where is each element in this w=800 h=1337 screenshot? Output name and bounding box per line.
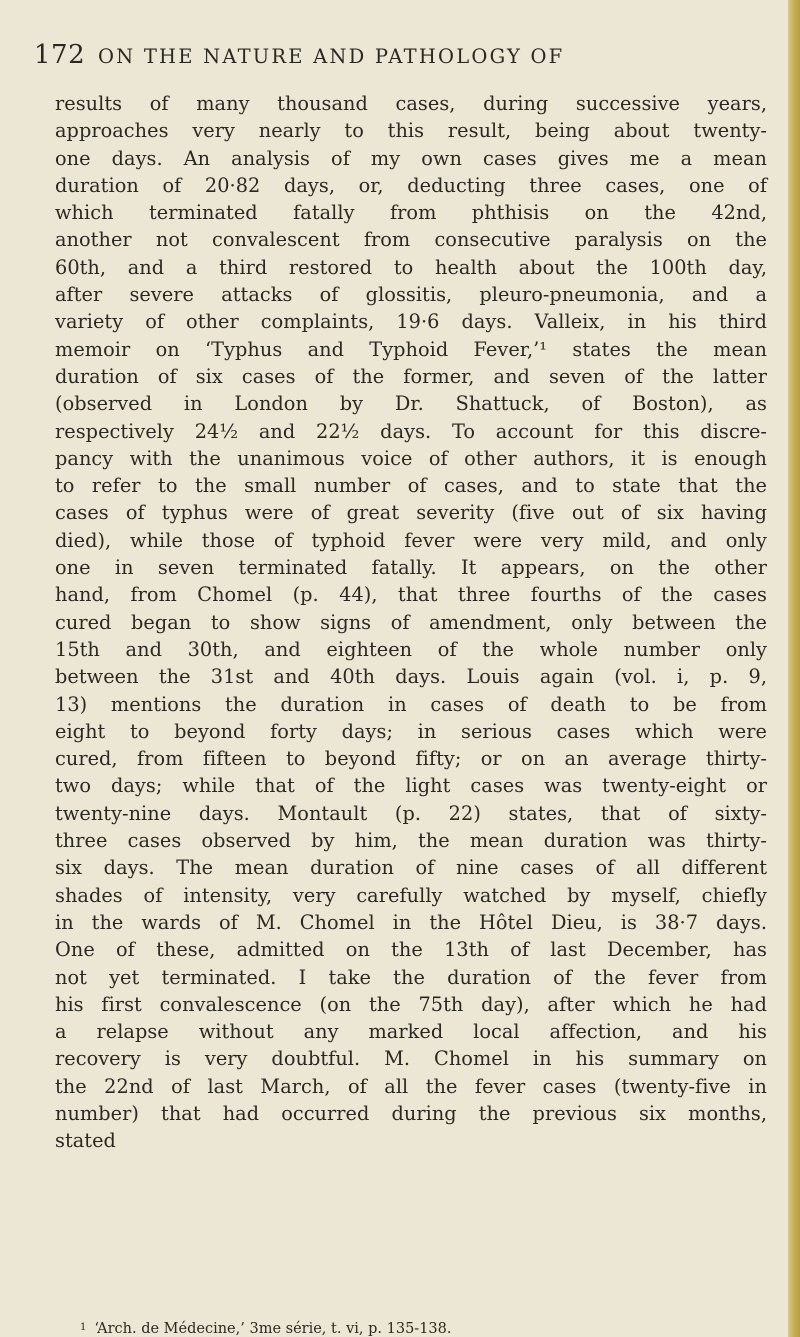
text-line: hand, from Chomel (p. 44), that three fourths of the cases	[55, 583, 767, 607]
text-line: six days. The mean duration of nine cases of all different	[55, 856, 767, 880]
text-line: approaches very nearly to this result, being about twenty-	[55, 119, 767, 143]
text-line: 15th and 30th, and eighteen of the whole number only	[55, 637, 767, 661]
text-line: twenty-nine days. Montault (p. 22) states, that of sixty-	[55, 801, 767, 825]
text-line: died), while those of typhoid fever were very mild, and only	[55, 528, 767, 552]
text-line: cured began to show signs of amendment, only between the	[55, 610, 767, 634]
footnote	[80, 1320, 451, 1337]
text-line: duration of 20·82 days, or, deducting three cases, one of	[55, 173, 767, 197]
text-line: (observed in London by Dr. Shattuck, of Boston), as	[55, 392, 767, 416]
text-line: two days; while that of the light cases was twenty-eight or	[55, 774, 767, 798]
text-line: cases of typhus were of great severity (five out of six having	[55, 501, 767, 525]
text-line: results of many thousand cases, during successive years,	[55, 92, 767, 115]
text-line: in the wards of M. Chomel in the Hôtel Dieu, is 38·7 days.	[55, 910, 767, 934]
text-line: another not convalescent from consecutive paralysis on the	[55, 228, 767, 252]
text-line: duration of six cases of the former, and seven of the latter	[55, 364, 767, 388]
text-line: variety of other complaints, 19·6 days. Valleix, in his third	[55, 310, 767, 334]
text-line: one in seven terminated fatally. It appears, on the other	[55, 556, 767, 580]
footnote-text: ‘Arch. de Médecine,’ 3me série, t. vi, p. 135-138.	[94, 1321, 452, 1337]
text-line: 60th, and a third restored to health about the 100th day,	[55, 255, 767, 279]
text-line: 13) mentions the duration in cases of death to be from	[55, 692, 767, 716]
text-line: eight to beyond forty days; in serious cases which were	[55, 719, 767, 743]
text-line: after severe attacks of glossitis, pleuro-pneumonia, and a	[55, 283, 767, 307]
text-line: three cases observed by him, the mean duration was thirty-	[55, 829, 767, 853]
text-line: one days. An analysis of my own cases gives me a mean	[55, 146, 767, 170]
page-number: 172	[34, 40, 86, 70]
page-header	[0, 40, 790, 80]
text-line: not yet terminated. I take the duration of the fever from	[55, 965, 767, 989]
text-line: recovery is very doubtful. M. Chomel in his summary on	[55, 1047, 767, 1071]
text-line: memoir on ‘Typhus and Typhoid Fever,’¹ states the mean	[55, 337, 767, 361]
footnote-marker: 1	[80, 1322, 87, 1333]
text-line: One of these, admitted on the 13th of last December, has	[55, 938, 767, 962]
text-line: stated	[55, 1129, 116, 1153]
text-line: a relapse without any marked local affection, and his	[55, 1020, 767, 1044]
text-line: cured, from fifteen to beyond fifty; or on an average thirty-	[55, 747, 767, 771]
text-line: to refer to the small number of cases, and to state that the	[55, 474, 767, 498]
text-line: respectively 24½ and 22½ days. To account for this discre-	[55, 419, 767, 443]
text-line: his first convalescence (on the 75th day), after which he had	[55, 992, 767, 1016]
text-line: between the 31st and 40th days. Louis again (vol. i, p. 9,	[55, 665, 767, 689]
text-line: pancy with the unanimous voice of other authors, it is enough	[55, 446, 767, 470]
text-line: shades of intensity, very carefully watched by myself, chiefly	[55, 883, 767, 907]
text-line: which terminated fatally from phthisis on the 42nd,	[55, 201, 767, 225]
running-head: ON THE NATURE AND PATHOLOGY OF	[98, 45, 565, 68]
page-edge	[788, 0, 800, 1337]
text-line: number) that had occurred during the previous six months,	[55, 1101, 767, 1125]
body-text	[55, 90, 767, 1155]
text-line: the 22nd of last March, of all the fever cases (twenty-five in	[55, 1074, 767, 1098]
